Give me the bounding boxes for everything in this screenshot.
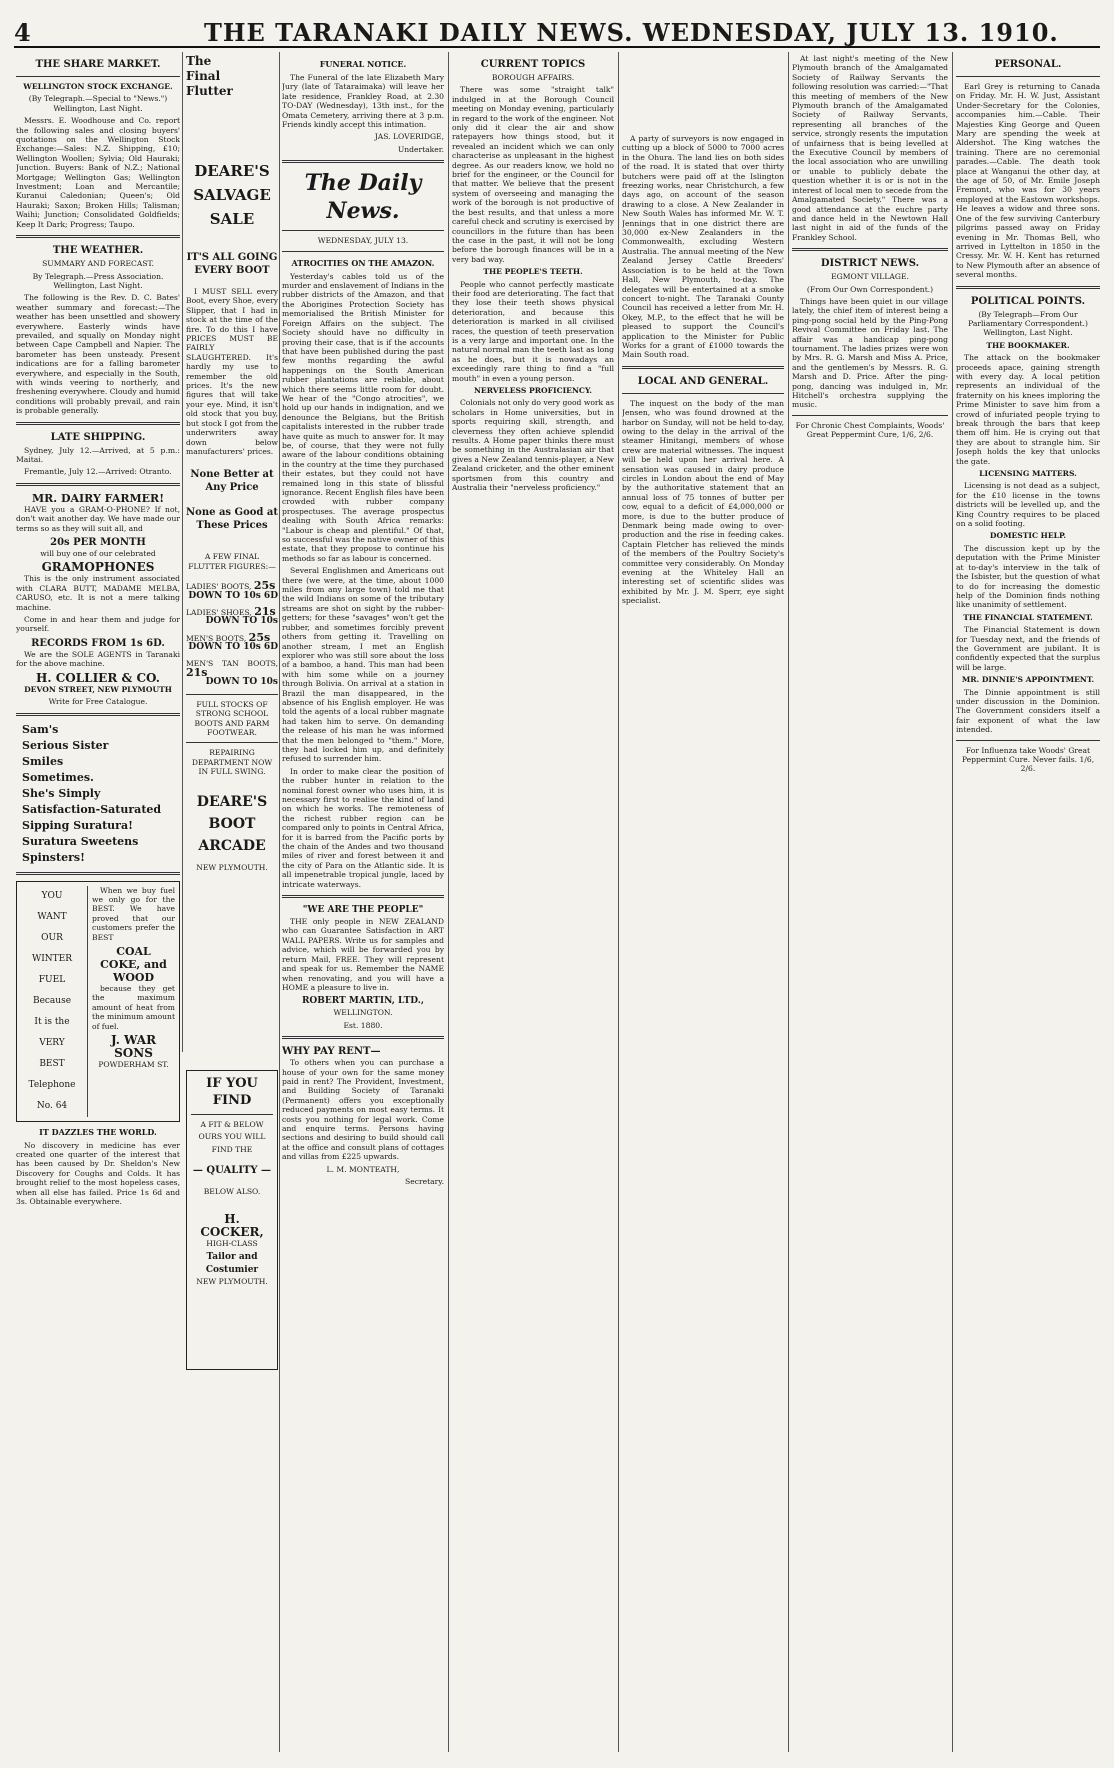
salvage-item-from: 25s (248, 630, 271, 644)
funeral-undertaker-title: Undertaker. (397, 144, 444, 154)
editorial-body: Yesterday's cables told us of the murder and enslavement of Indians in the rubber districts of the Amazon, and that the Aborigines Protection Society has memorialised the British Minister for Foreign Affairs on the subject. The Society should have no difficulty in proving their case, that is if the accounts that have been published during the past few months regarding the awful happenings on the South American rubber plantations are reliable, about which there seems little room for doubt. We hear of the "Congo atrocities", we hold up our hands in indignation, and we denounce the Belgians, but the British capitalists interested in the rubber trade have quite as much to answer for. It may be, of course, that they were not fully aware of the labour conditions obtaining in the country at the time they purchased their estates, but they could not have remained long in this state of blissful ignorance. Recent English files have been crowded with rubber company prospectuses. The average prospectus dealing with South Africa remarks: "Labour is cheap and plentiful." Of that, so successful was the native owner of this estate, that they propose to continue his methods so far as labour is concerned. (282, 271, 444, 563)
salvage-item-to: DOWN TO 10s 6D (188, 642, 278, 653)
column-rule (952, 52, 953, 1752)
robert-martin-town: WELLINGTON. (333, 1008, 393, 1018)
cocker-ad-town: NEW PLYMOUTH. (196, 1277, 268, 1287)
saratura-line: She's Simply (22, 786, 101, 800)
coal-ad-product: COKE, and (100, 957, 167, 971)
column-1 (16, 54, 180, 1754)
column-rule (279, 52, 280, 1752)
saratura-line: Smiles (22, 754, 64, 768)
current-topics-body: People who cannot perfectly masticate their food are deteriorating. The fact that they lose their teeth shows physical deterioration, and because this deterioration is marked in all civilised races, the question of teeth preservation is a very large and important one. In the natural normal man the teeth last as long as he does, but it is nowadays an exceedingly rare thing to find a "full mouth" in even a young person. (452, 279, 614, 383)
salvage-ad-sub: IT'S ALL GOING EVERY BOOT (186, 252, 278, 276)
salvage-ad-repair: REPAIRING DEPARTMENT NOW IN FULL SWING. (191, 748, 273, 777)
salvage-ad-line: Final (186, 69, 221, 83)
rent-ad-title: Secretary. (405, 1177, 444, 1186)
salvage-ad-stock: FULL STOCKS OF STRONG SCHOOL BOOTS AND FARM FOOTWEAR. (194, 699, 270, 737)
cocker-ad-headline: IF YOU FIND (206, 1076, 258, 1108)
salvage-item-label: LADIES' SHOES, (186, 607, 252, 617)
editorial-date: WEDNESDAY, JULY 13. (317, 236, 409, 246)
current-topics-sub: NERVELESS PROFICIENCY. (473, 386, 593, 395)
cocker-ad-firm: H. COCKER, (200, 1211, 264, 1239)
salvage-item-from: 21s (186, 665, 208, 679)
salvage-item-label: LADIES' BOOTS, (186, 582, 252, 592)
weather-subheading: SUMMARY AND FORECAST. (42, 259, 154, 269)
current-topics-heading: CURRENT TOPICS (480, 59, 586, 70)
share-market-body: Messrs. E. Woodhouse and Co. report the following sales and closing buyers' quotations on the Wellington Stock Exchange:—Sales: N.Z. Shipping, £10; Wellington Woollen; Sylvia; Old Hauraki; Junction. Buyers: Bank of N.Z.; National Mortgage; Wellington Gas; Wellington Investment; Loan and Mercantile; Kuranui Caledonian; Queen's; Old Hauraki; Saxon; Broken Hills; Talisman; Waihi; Junction; Consolidated Goldfields; Keep It Dark; Progress; Taupo. (16, 116, 180, 229)
current-topics-sub: BOROUGH AFFAIRS. (491, 73, 575, 82)
salvage-item-from: 21s (254, 604, 276, 618)
current-topics-body: Colonials not only do very good work as scholars in Home universities, but in sports requiring skill, strength, and cleverness they often achieve splendid results. A Home paper thinks there must be something in the Australasian air that gives a New Zealand tennis-player, a New Zealand cricketer, and the other eminent sportsmen from this country and Australia their "nerveless proficiency." (452, 398, 614, 493)
share-market-heading: THE SHARE MARKET. (35, 59, 161, 70)
dazzles-body: No discovery in medicine has ever created one quarter of the interest that has been caused by Dr. Sheldon's New Discovery for Coughs and Colds. It has brought relief to the most hopeless cases, when all else has failed. Price 1s 6d and 3s. Obtainable everywhere. (16, 1140, 180, 1206)
cocker-ad-line: BELOW ALSO. (203, 1187, 261, 1197)
column-6 (956, 54, 1100, 1754)
political-points-body: The Dinnie appointment is still under discussion in the Dominion. The Government considers itself a fair exponent of what the law intended. (956, 687, 1100, 735)
political-points-body: The attack on the bookmaker proceeds apace, gaining strength with every day. A local petition represents an individual of the fraternity on his knees imploring the Prime Minister to save him from a crowd of infuriated people trying to break through the bars that keep them off him. He is crying out that they are about to strangle him. Sir Joseph holds the key that unlocks the gate. (956, 353, 1100, 466)
coal-ad-left: It is the (34, 1016, 70, 1027)
robert-martin-ad (282, 904, 444, 1030)
salvage-ad-body: I MUST SELL every Boot, every Shoe, every Slipper, that I had in stock at the time of the fire. To do this I have PRICES MUST BE FAIRLY SLAUGHTERED. It's hardly my use to remember the old prices. It's the new figures that will take your eye. Mind, it isn't old stock that you buy, but stock I got from the underwriters away down below manufacturers' prices. (186, 287, 278, 456)
column-rule (182, 52, 183, 1052)
coal-ad-left: WINTER (31, 953, 73, 964)
dairy-ad-records: RECORDS FROM 1s 6D. (31, 637, 165, 649)
late-shipping-heading: LATE SHIPPING. (50, 431, 146, 443)
funeral-undertaker: JAS. LOVERIDGE, (374, 132, 444, 142)
dairy-ad-price: 20s PER MONTH (50, 537, 146, 549)
saratura-line: Suratura Sweetens (22, 834, 139, 848)
salvage-item-label: MEN'S TAN BOOTS, (186, 658, 278, 668)
district-news-heading: DISTRICT NEWS. (820, 258, 920, 270)
salvage-item-label: MEN'S BOOTS, (186, 633, 247, 643)
rent-ad (282, 1045, 444, 1186)
salvage-ad-slogan: None as Good at These Prices (186, 507, 278, 532)
dairy-ad-product: GRAMOPHONES (41, 560, 155, 575)
local-continued-body: At last night's meeting of the New Plymouth branch of the Amalgamated Society of Railway Servants the following resolution was carried:—"That this meeting of members of the New Plymouth branch of the Amalgamated Society of Railway Servants, representing all branches of the service, strongly resents the imputation of unfairness that is being levelled at the Executive Council by members of the local association who are unwilling or unable to publicly debate the question whether it is or is not in the interest of local men to secede from the Amalgamated Society." There was a good attendance at the euchre party and dance held in the Newtown Hall last night in aid of the funds of the Frankley School. (792, 54, 948, 242)
robert-martin-heading: "WE ARE THE PEOPLE" (302, 905, 424, 916)
dairy-ad-catalogue: Write for Free Catalogue. (48, 697, 148, 707)
weather-heading: THE WEATHER. (52, 245, 144, 257)
saratura-line: Serious Sister (22, 738, 109, 752)
coal-ad (16, 881, 180, 1122)
salvage-ad-headline: DEARE'S SALVAGE SALE (193, 162, 271, 228)
personal-body: Earl Grey is returning to Canada on Friday. Mr. H. W. Just, Assistant Under-Secretary for the Colonies, accompanies him.—Cable. Their Majesties King George and Queen Mary are spending the week at Aldershot. The King watches the training. There are no ceremonial parades.—Cable. The death took place at Wanganui the other day, at the age of 50, of Mr. Emile Joseph Fremont, who was for 30 years employed at the Eastown workshops. He leaves a widow and three sons. One of the few surviving Canterbury pilgrims passed away on Friday evening in Mr. Thomas Bell, who arrived in Lyttelton in 1850 in the Cressy. Mr. W. H. Kent has returned to New Plymouth after an absence of several months. (956, 82, 1100, 280)
coal-ad-product: COAL (116, 944, 151, 958)
column-rule (448, 52, 449, 1752)
dazzles-heading: IT DAZZLES THE WORLD. (39, 1126, 157, 1137)
cocker-ad-trade: HIGH-CLASS (206, 1238, 258, 1248)
salvage-ad-slogan: None Better at Any Price (190, 469, 274, 494)
personal-heading: PERSONAL. (994, 59, 1062, 70)
masthead (14, 16, 1100, 48)
political-points-dateline: (By Telegraph—From Our Parliamentary Correspondent.) Wellington, Last Night. (968, 309, 1088, 338)
salvage-ad-item (186, 604, 278, 627)
political-points-sub: THE FINANCIAL STATEMENT. (963, 612, 1093, 622)
coal-ad-left: OUR (41, 932, 63, 943)
salvage-ad-item (186, 659, 278, 688)
cocker-ad-line: A FIT & BELOW (200, 1120, 264, 1129)
dairy-ad-address: DEVON STREET, NEW PLYMOUTH (24, 684, 172, 694)
robert-martin-est: Est. 1880. (343, 1020, 383, 1030)
saratura-line: Sometimes. (22, 770, 94, 784)
editorial-heading: ATROCITIES ON THE AMAZON. (291, 257, 435, 268)
robert-martin-body: THE only people in NEW ZEALAND who can Guarantee Satisfaction in ART WALL PAPERS. Write us for samples and advice, which will be forwarded you by return Mail, FREE. They will represent and speak for us. Remember the NAME when renovating, and you will have a HOME a pleasure to live in. (282, 917, 444, 992)
column-3 (452, 54, 614, 1754)
political-points-body: The Financial Statement is down for Tuesday next, and the friends of the Government are jubilant. It is confidently expected that the surplus will be large. (956, 625, 1100, 672)
district-news-sub: EGMONT VILLAGE. (831, 272, 909, 282)
salvage-ad-item (186, 630, 278, 653)
weather-body: The following is the Rev. D. C. Bates' weather summary and forecast:—The weather has been unsettled and showery everywhere. Easterly winds have prevailed, and squally on Monday night between Cape Campbell and Napier. The barometer has been unsteady. Present indications are for a falling barometer everywhere, and especially in the South, with winds veering to northerly, and freshening everywhere. Cloudy and humid conditions will probably prevail, and rain is probable generally. (16, 293, 180, 416)
dairy-ad-firm: H. COLLIER & CO. (36, 670, 160, 685)
district-news-from: (From Our Own Correspondent.) (806, 284, 934, 294)
salvage-item-to: DOWN TO 10s (205, 616, 278, 627)
editorial-body3: In order to make clear the position of the rubber hunter in relation to the nominal forest owner who uses him, it is necessary first to realise the kind of land on which he works. The remoteness of the richest rubber region can be compared only to points in Central Africa, for it is barred from the Pacific ports by the chain of the Andes and two thousand miles of river and forest between it and the city of Para on the Atlantic side. It is all impenetrable tropical jungle, laced by intricate waterways. (282, 766, 444, 889)
editorial-body2: Several Englishmen and Americans out there (we were, at the time, about 1000 miles from any large town) told me that the wild Indians on some of the tributary streams are shot on sight by the rubber-getters; for these "savages" won't get the rubber, and sometimes forcibly prevent others from getting it. Travelling on another stream, I met an English explorer who was still sore about the loss of a bamboo, a hand. This man had been with him some while on a journey through Bolivia. On arrival at a station in Brazil the man disappeared, in the absence of his English employer. He was told the agents of a local rubber magnate had taken him to serve. On demanding the release of his man he was informed that the men belonged to "them." More, they had locked him up, and definitely refused to surrender him. (282, 566, 444, 764)
political-points-body: The discussion kept up by the deputation with the Prime Minister at to-day's interview in the talk of the Isbister, but the question of what to do for increasing the domestic help of the Dominion finds nothing like unanimity of settlement. (956, 543, 1100, 610)
cocker-ad (186, 1070, 278, 1370)
robert-martin-firm: ROBERT MARTIN, LTD., (301, 996, 425, 1007)
coal-ad-left: No. 64 (36, 1100, 68, 1111)
political-points-sub: THE BOOKMAKER. (986, 340, 1070, 350)
influenza-ad: For Influenza take Woods' Great Peppermint Cure. Never fails. 1/6, 2/6. (961, 745, 1095, 774)
dairy-ad-body4: Come in and hear them and judge for yourself. (16, 615, 180, 634)
saratura-line: Spinsters! (22, 850, 85, 864)
coal-ad-address: POWDERHAM ST. (98, 1059, 169, 1069)
saratura-line: Satisfaction-Saturated (22, 802, 162, 816)
dairy-ad-body2: will buy one of our celebrated (40, 549, 156, 559)
salvage-item-to: DOWN TO 10s (205, 677, 278, 688)
political-points-sub: MR. DINNIE'S APPOINTMENT. (961, 675, 1095, 685)
political-points-sub: DOMESTIC HELP. (989, 531, 1067, 541)
coal-ad-left: Telephone (28, 1079, 76, 1090)
column-rule (618, 52, 619, 1752)
current-topics-body: There was some "straight talk" indulged in at the Borough Council meeting on Monday evening, particularly in regard to the work of the engineer. Not only did it clear the air and show ratepayers how things stood, but it revealed an incident which we can only characterise as unpleasant in the highest degree. As our readers know, we hold no brief for the engineer, or the Council for that matter. We believe that the present system of overseeing and managing the work of the borough is not productive of the best results, and that unless a more careful check and scrutiny is exercised by councillors in the future than has been the case in the past, it will not be long before the borough finances will be in a very bad way. (452, 85, 614, 264)
column-2 (282, 54, 444, 1754)
coal-ad-text: because they get the maximum amount of heat from the minimum amount of fuel. (92, 983, 175, 1031)
cocker-ad-line: OURS YOU WILL (198, 1132, 266, 1142)
salvage-ad-figures-title: A FEW FINAL FLUTTER FIGURES:— (188, 552, 276, 571)
cocker-ad-line: FIND THE (211, 1144, 253, 1154)
coal-ad-product: WOOD (112, 970, 155, 984)
political-points-heading: POLITICAL POINTS. (970, 295, 1086, 307)
dairy-ad (16, 492, 180, 707)
funeral-body: The Funeral of the late Elizabeth Mary Jury (late of Tataraimaka) will leave her late residence, Frankley Road, at 2.30 TO-DAY (Wednesday), 13th inst., for the Omata Cemetery, arriving there at 3 p.m. Friends kindly accept this intimation. (282, 73, 444, 130)
editorial-masthead: The Daily News. (304, 170, 422, 225)
salvage-item-from: 25s (253, 579, 276, 593)
dairy-ad-heading: MR. DAIRY FARMER! (31, 491, 165, 505)
share-market-subheading: WELLINGTON STOCK EXCHANGE. (23, 82, 173, 91)
district-news-body: Things have been quiet in our village lately, the chief item of interest being a ping-pong social held by the Ping-Pong Revival Committee on Friday last. The affair was a handicap ping-pong tournament. The ladies prizes were won by Mrs. R. G. Marsh and Miss A. Price, and the gentlemen's by Messrs. R. G. Marsh and D. Price. After the ping-pong, dancing was indulged in, Mr. Hitchell's orchestra supplying the music. (792, 296, 948, 410)
rent-ad-heading: WHY PAY RENT— (282, 1046, 381, 1058)
coal-ad-left: YOU (41, 890, 63, 901)
coal-ad-left: WANT (37, 911, 67, 922)
column-5 (792, 54, 948, 1754)
political-points-body: Licensing is not dead as a subject, for the £10 license in the towns districts will be levelled up, and the King Country requires to be placed on a solid footing. (956, 481, 1100, 529)
saratura-line: Sipping Suratura! (22, 818, 133, 832)
rent-ad-body: To others when you can purchase a house of your own for the same money paid in rent? The Provident, Investment, and Building Society of Taranaki (Permanent) offers you exceptionally reduced payments on most easy terms. It costs you nothing for legal work. Come and enquire terms. Persons having sections and desiring to build should call at the office and consult plans of cottages and villas from £225 upwards. (282, 1058, 444, 1162)
page-number: 4 (14, 18, 31, 47)
salvage-ad-column (186, 54, 278, 1054)
saratura-line: Sam's (22, 722, 59, 736)
salvage-ad-line: Flutter (186, 84, 233, 98)
dairy-ad-body3: This is the only instrument associated with CLARA BUTT, MADAME MELBA, CARUSO, etc. It is not a mere talking machine. (16, 574, 180, 612)
weather-dateline: By Telegraph.—Press Association. Wellington, Last Night. (32, 271, 164, 290)
coal-ad-text: When we buy fuel we only go for the BEST. We have proved that our customers prefer the BEST (92, 885, 175, 942)
local-general-body: The inquest on the body of the man Jensen, who was found drowned at the harbor on Sunday, will not be held to-day, owing to the delay in the arrival of the steamer Hinitangi, members of whose crew are material witnesses. The inquest will be held upon her arrival here. A sensation was caused in dairy produce circles in London about the end of May by the authoritative statement that an annual loss of 75 tonnes of butter per cow, equal to a deficit of £4,000,000 or more, is due to the butter produce of Denmark being made owing to over-production and the rise in feeding cakes. Captain Fletcher has relieved the minds of the members of the Poultry Society's committee very considerably. On Monday evening at the Whiteley Hall an interesting set of scientific slides was exhibited by Mr. J. M. Sperr, eye sight specialist. (622, 398, 784, 606)
local-general-heading: LOCAL AND GENERAL. (637, 375, 769, 387)
funeral-heading: FUNERAL NOTICE. (319, 59, 407, 69)
coal-ad-left: BEST (39, 1058, 65, 1069)
late-shipping-line: Fremantle, July 12.—Arrived: Otranto. (24, 467, 172, 477)
political-points-sub: LICENSING MATTERS. (979, 469, 1077, 479)
share-market-dateline: (By Telegraph.—Special to "News.") Wellington, Last Night. (28, 94, 168, 113)
dairy-ad-body: HAVE you a GRAM-O-PHONE? If not, don't wait another day. We have made our terms so as they will suit all, and (16, 504, 180, 533)
coal-ad-left: VERY (39, 1037, 65, 1048)
dairy-ad-agents: We are the SOLE AGENTS in Taranaki for the above machine. (16, 649, 180, 669)
column-4 (622, 54, 784, 1754)
late-shipping-line: Sydney, July 12.—Arrived, at 5 p.m.: Maitai. (16, 445, 180, 464)
peppermint-ad: For Chronic Chest Complaints, Woods' Great Peppermint Cure, 1/6, 2/6. (795, 420, 945, 440)
coal-ad-left: FUEL (38, 974, 66, 985)
salvage-ad-item (186, 581, 278, 601)
salvage-ad-line: The (186, 54, 212, 68)
current-topics-sub: THE PEOPLE'S TEETH. (483, 267, 583, 277)
cocker-ad-line: — QUALITY — (192, 1165, 272, 1177)
rent-ad-signer: L. M. MONTEATH, (326, 1164, 400, 1174)
salvage-ad-town: NEW PLYMOUTH. (196, 862, 268, 872)
local-intro: A party of surveyors is now engaged in cutting up a block of 5000 to 7000 acres in the Ohura. The land lies on both sides of the road. It is stated that over thirty butchers were paid off at the Islington freezing works, near Christchurch, a few days ago, on account of the season drawing to a close. A New Zealander in New South Wales has informed Mr. W. T. Jennings that in one district there are 30,000 ex-New Zealanders in the Commonwealth, excluding Western Australia. The annual meeting of the New Zealand Jersey Cattle Breeders' Association is to be held at the Town Hall, New Plymouth, to-day. The delegates will be entertained at a smoke concert to-night. The Taranaki County Council has received a letter from Mr. H. Okey, M.P., to the effect that he will be pleased to support the Council's application to the Minister for Public Works for a grant of £1000 towards the Main South road. (622, 134, 784, 360)
coal-ad-left: Because (32, 995, 72, 1006)
saratura-ad (16, 722, 180, 866)
column-rule (788, 52, 789, 1752)
cocker-ad-trade2: Tailor and Costumier (205, 1252, 259, 1276)
salvage-ad-firm: DEARE'S BOOT ARCADE (196, 793, 268, 854)
coal-ad-firm: J. WAR SONS (110, 1032, 157, 1060)
salvage-item-to: DOWN TO 10s 6D (188, 590, 278, 601)
newspaper-title: THE TARANAKI DAILY NEWS. WEDNESDAY, JULY 13. 1910. (204, 18, 1059, 47)
